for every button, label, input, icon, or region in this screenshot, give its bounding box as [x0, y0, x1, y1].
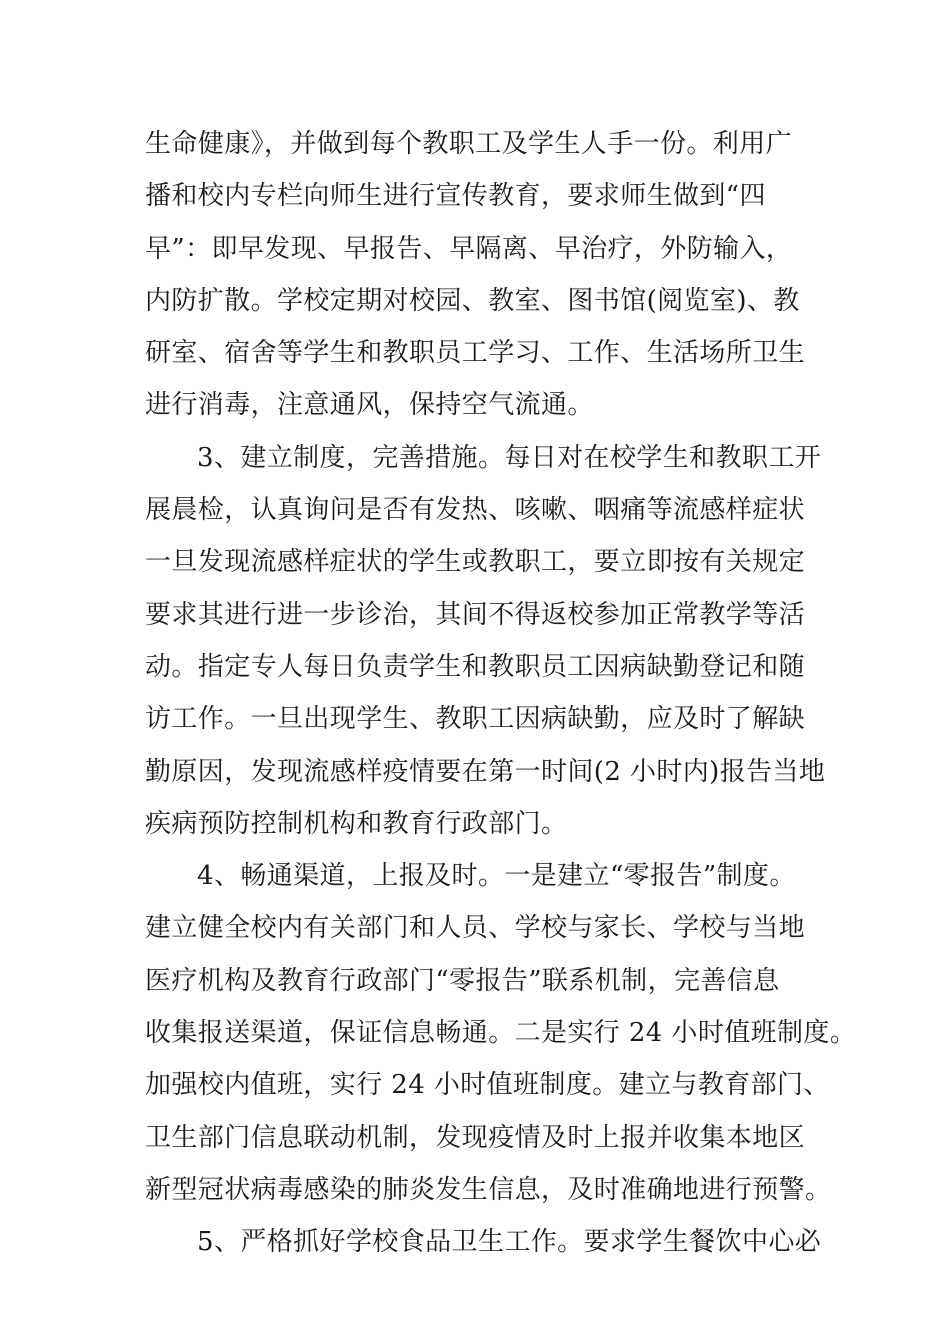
text-line: 访工作。一旦出现学生、教职工因病缺勤，应及时了解缺 — [145, 704, 806, 735]
text-line: 展晨检，认真询问是否有发热、咳嗽、咽痛等流感样症状 — [145, 495, 806, 526]
document-body — [145, 118, 857, 1269]
text-line: 新型冠状病毒感染的肺炎发生信息，及时准确地进行预警。 — [145, 1174, 832, 1205]
text-line: 建立健全校内有关部门和人员、学校与家长、学校与当地 — [145, 913, 806, 944]
paragraph-start-line: 3、建立制度，完善措施。每日对在校学生和教职工开 — [197, 442, 822, 473]
text-line: 进行消毒，注意通风，保持空气流通。 — [145, 390, 594, 421]
text-line: 卫生部门信息联动机制，发现疫情及时上报并收集本地区 — [145, 1122, 806, 1153]
text-line: 动。指定专人每日负责学生和教职员工因病缺勤登记和随 — [145, 651, 806, 682]
text-line: 一旦发现流感样症状的学生或教职工，要立即按有关规定 — [145, 547, 806, 578]
paragraph-start-line: 5、严格抓好学校食品卫生工作。要求学生餐饮中心必 — [197, 1227, 822, 1258]
text-line: 要求其进行进一步诊治，其间不得返校参加正常教学等活 — [145, 599, 806, 630]
text-line: 内防扩散。学校定期对校园、教室、图书馆(阅览室)、教 — [145, 285, 800, 316]
text-line: 生命健康》，并做到每个教职工及学生人手一份。利用广 — [145, 129, 793, 159]
paragraph-start-line: 4、畅通渠道，上报及时。一是建立“零报告”制度。 — [197, 861, 796, 892]
text-line: 早”：即早发现、早报告、早隔离、早治疗，外防输入， — [145, 233, 793, 264]
text-line: 研室、宿舍等学生和教职员工学习、工作、生活场所卫生 — [145, 338, 806, 369]
text-line: 加强校内值班，实行 24 小时值班制度。建立与教育部门、 — [145, 1070, 830, 1101]
text-line: 收集报送渠道，保证信息畅通。二是实行 24 小时值班制度。 — [145, 1018, 857, 1049]
text-line: 播和校内专栏向师生进行宣传教育，要求师生做到“四 — [145, 181, 766, 212]
text-line: 医疗机构及教育行政部门“零报告”联系机制，完善信息 — [145, 965, 780, 996]
text-line: 勤原因，发现流感样疫情要在第一时间(2 小时内)报告当地 — [145, 756, 826, 787]
text-line: 疾病预防控制机构和教育行政部门。 — [145, 808, 568, 839]
